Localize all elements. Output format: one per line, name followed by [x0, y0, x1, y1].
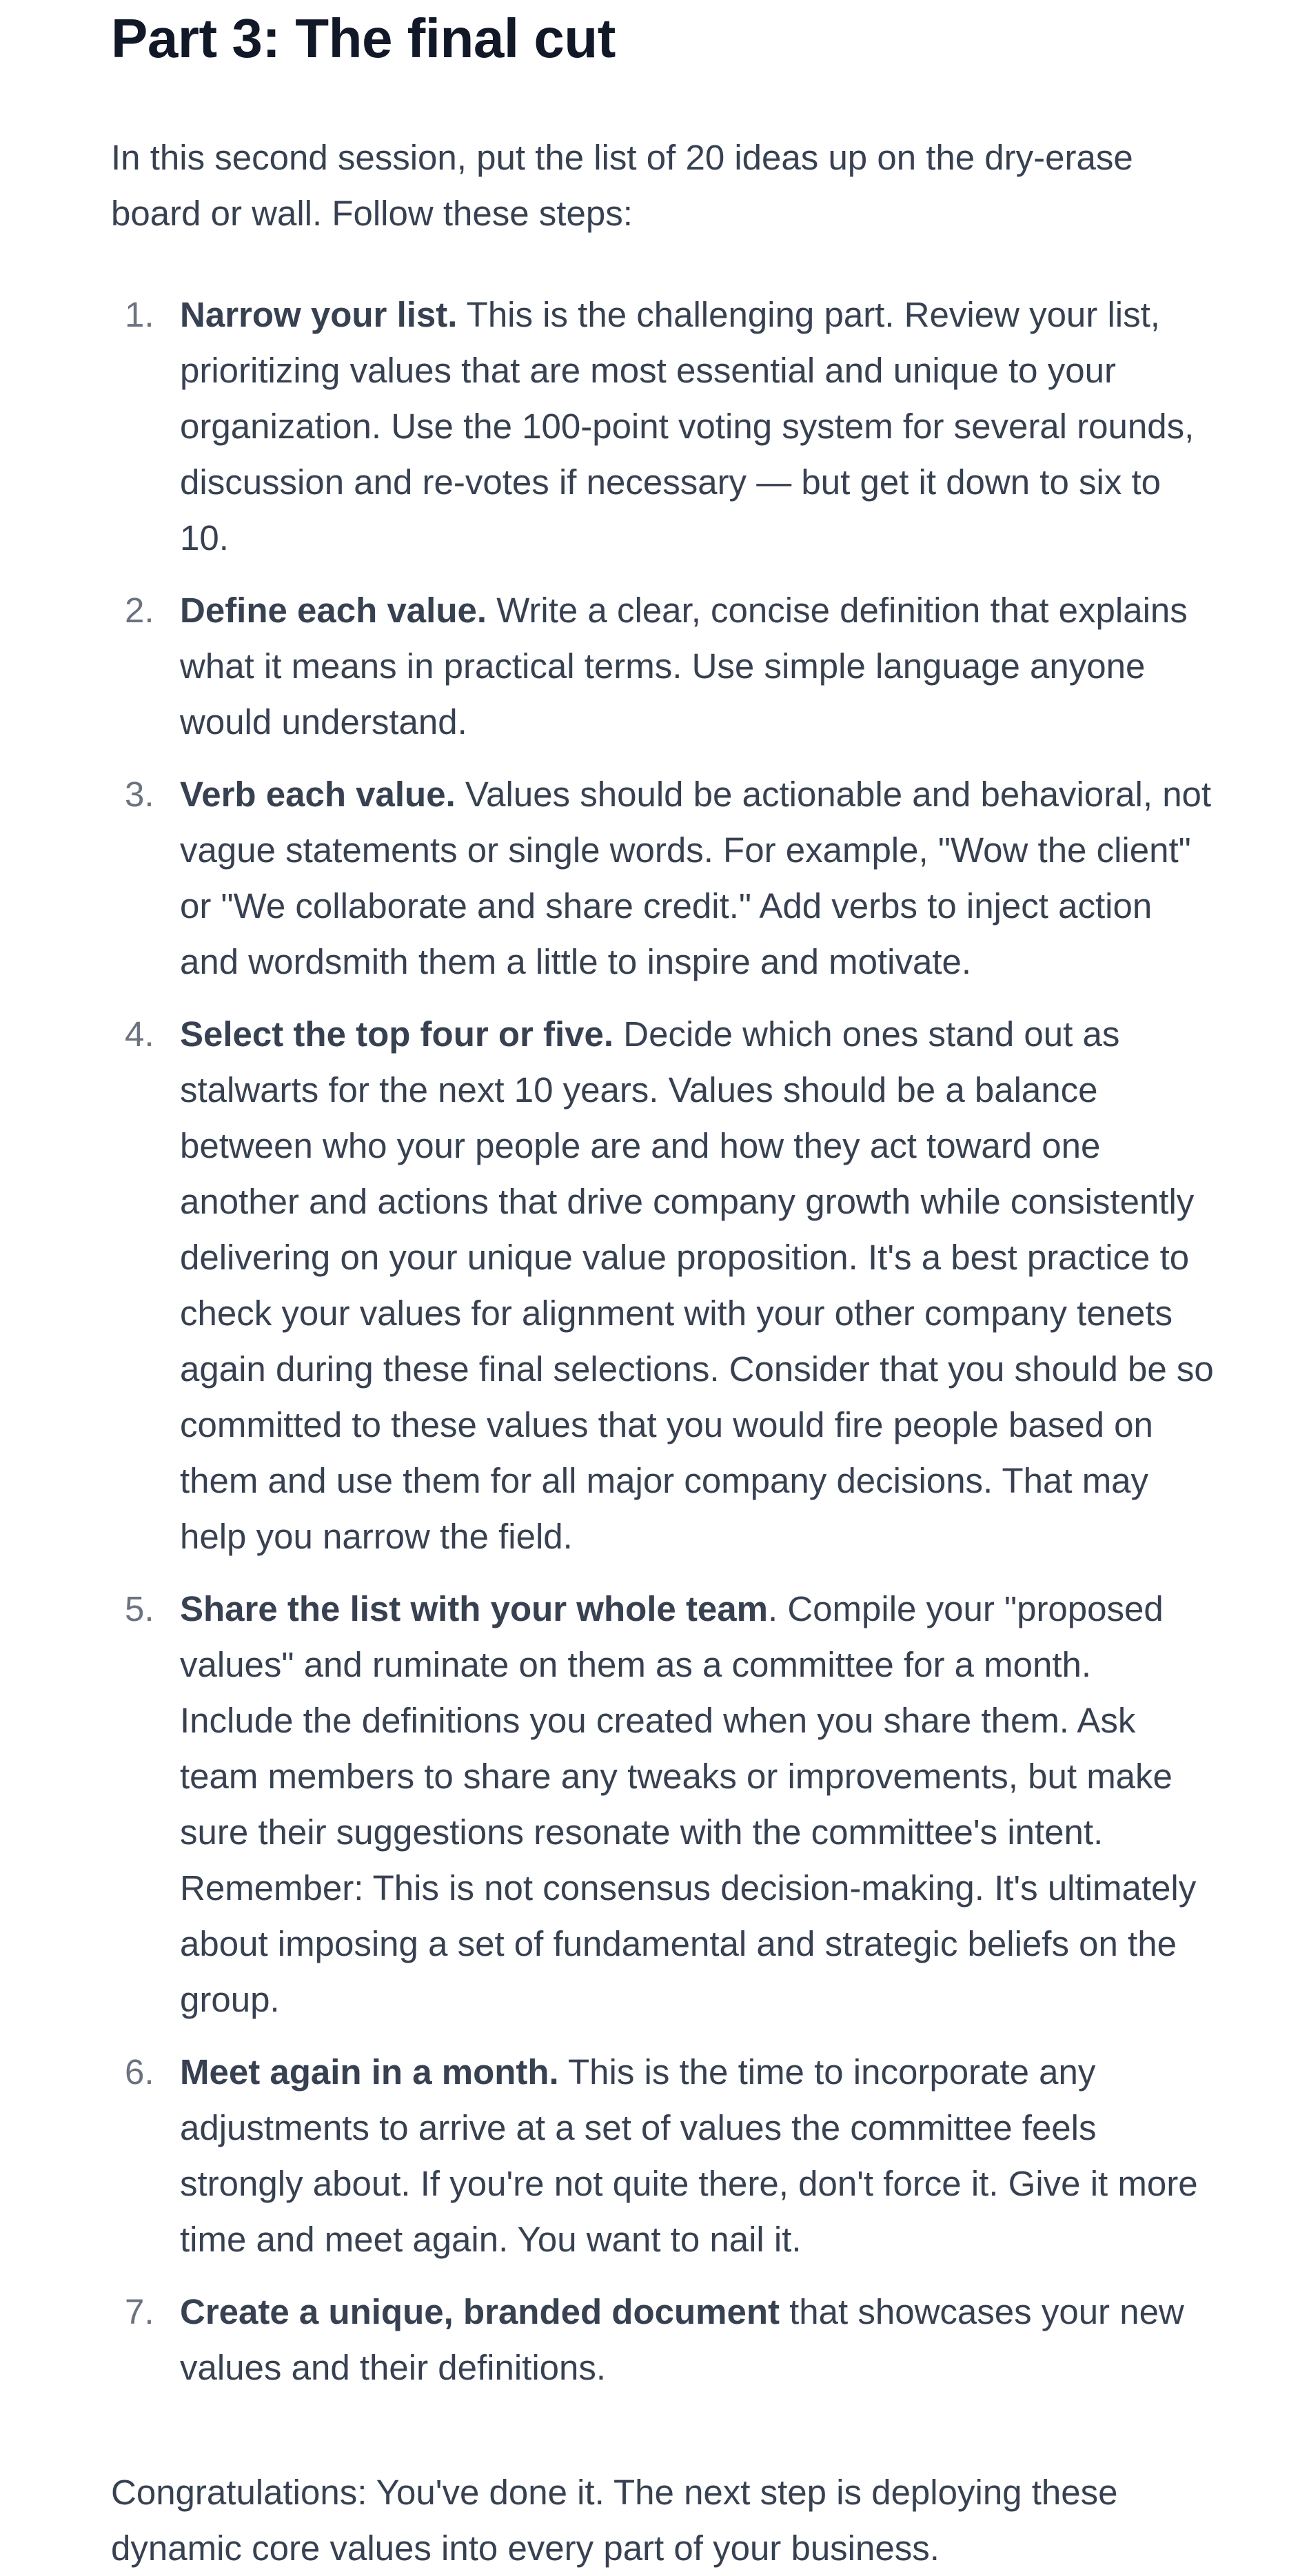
- step-text: Decide which ones stand out as stalwarts for the next 10 years. Values should be a balance between who your people are and how they act toward one another and actions that drive company growth while consistently delivering on your unique value proposition. It's a best practice to check your values for alignment with your other company tenets again during these final selections. Consider that you should be so committed to these values that you would fire people based on them and use them for all major company decisions. That may help you narrow the field.: [180, 1014, 1214, 1556]
- list-number: 4.: [125, 1014, 154, 1054]
- list-item-step-2: [111, 582, 1214, 750]
- list-item-step-3: [111, 766, 1214, 990]
- step-heading: Meet again in a month.: [180, 2052, 559, 2092]
- step-text: that showcases your new values and their definitions.: [180, 2292, 1184, 2387]
- step-text: This is the challenging part. Review your list, prioritizing values that are most essential and unique to your organization. Use the 100-point voting system for several rounds, discussion and re-votes if necessary — but get it down to six to 10.: [180, 295, 1195, 558]
- list-item-step-4: [111, 1006, 1214, 1564]
- list-item-step-6: [111, 2044, 1214, 2267]
- step-text: This is the time to incorporate any adjustments to arrive at a set of values the committee feels strongly about. If you're not quite there, don't force it. Give it more time and meet again. You want to nail it.: [180, 2052, 1198, 2259]
- step-heading: Define each value.: [180, 591, 487, 630]
- steps-list: [111, 287, 1214, 2395]
- intro-paragraph: In this second session, put the list of 20 ideas up on the dry-erase board or wall. Follow these steps:: [111, 138, 1133, 233]
- list-number: 2.: [125, 591, 154, 630]
- list-item-step-1: [111, 287, 1214, 566]
- step-heading: Create a unique, branded document: [180, 2292, 780, 2331]
- list-number: 3.: [125, 775, 154, 814]
- step-text: . Compile your "proposed values" and ruminate on them as a committee for a month. Include the definitions you created when you share them. Ask team members to share any tweaks or improvements, but make sure their suggestions resonate with the committee's intent. Remember: This is not consensus decision-making. It's ultimately about imposing a set of fundamental and strategic beliefs on the group.: [180, 1589, 1197, 2019]
- list-item-step-5: [111, 1581, 1214, 2027]
- conclusion-paragraph: Congratulations: You've done it. The next step is deploying these dynamic core values into every part of your business.: [111, 2473, 1118, 2568]
- step-text: Write a clear, concise definition that explains what it means in practical terms. Use simple language anyone would understand.: [180, 591, 1188, 742]
- step-text: Values should be actionable and behavioral, not vague statements or single words. For example, "Wow the client" or "We collaborate and share credit." Add verbs to inject action and wordsmith them a little to inspire and motivate.: [180, 775, 1212, 981]
- list-number: 1.: [125, 295, 154, 334]
- list-item-step-7: [111, 2284, 1214, 2395]
- list-number: 5.: [125, 1589, 154, 1628]
- list-number: 6.: [125, 2052, 154, 2092]
- step-heading: Select the top four or five.: [180, 1014, 614, 1054]
- step-heading: Verb each value.: [180, 775, 456, 814]
- page-title: Part 3: The final cut: [111, 8, 616, 69]
- article: [111, 0, 1214, 2576]
- step-heading: Share the list with your whole team: [180, 1589, 769, 1628]
- list-number: 7.: [125, 2292, 154, 2331]
- step-heading: Narrow your list.: [180, 295, 458, 334]
